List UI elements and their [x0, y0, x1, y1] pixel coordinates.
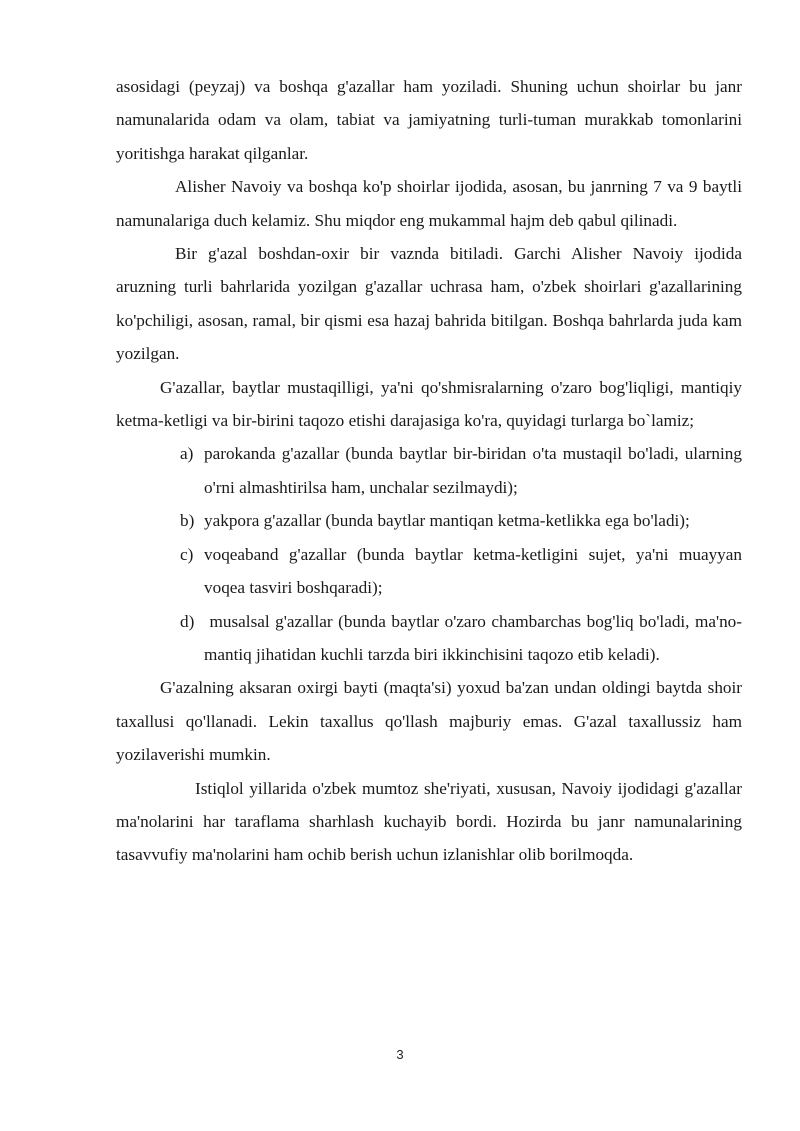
list-item-text: yakpora g'azallar (bunda baytlar mantiqan ketma-ketlikka ega bo'ladi); — [204, 511, 690, 531]
list-marker: a) — [180, 444, 194, 464]
paragraph-meter: Bir g'azal boshdan-oxir bir vaznda bitiladi. Garchi Alisher Navoiy ijodida aruzning turli bahrlarida yozilgan g'azallar uchrasa ham, o'zbek shoirlari g'azallarining ko'pchiligi, asosan, ramal, bir qismi esa hazaj bahrida bitilgan. Boshqa bahrlarda juda kam yozilgan. — [116, 244, 742, 364]
document-page — [116, 70, 742, 872]
paragraph-taxallus: G'azalning aksaran oxirgi bayti (maqta'si) yoxud ba'zan undan oldingi baytda shoir taxallusi qo'llanadi. Lekin taxallus qo'llash majburiy emas. G'azal taxallussiz ham yozilaverishi mumkin. — [116, 678, 742, 765]
list-item — [180, 504, 742, 537]
ghazal-types-list — [116, 437, 742, 671]
page-number: 3 — [396, 1047, 404, 1062]
list-marker: c) — [180, 544, 194, 564]
list-item-text: voqeaband g'azallar (bunda baytlar ketma-ketligini sujet, ya'ni muayyan voqea tasviri boshqaradi); — [204, 544, 742, 598]
list-marker: d) — [180, 611, 195, 631]
paragraph-istiqlol: Istiqlol yillarida o'zbek mumtoz she'riyati, xususan, Navoiy ijodidagi g'azallar ma'nolarini har taraflama sharhlash kuchayib bordi. Hozirda bu janr namunalarining tasavvufiy ma'nolarini ham ochib berish uchun izlanishlar olib borilmoqda. — [116, 778, 742, 865]
list-item — [180, 605, 742, 672]
list-item — [180, 437, 742, 504]
list-item — [180, 538, 742, 605]
list-item-text: parokanda g'azallar (bunda baytlar bir-biridan o'ta mustaqil bo'ladi, ularning o'rni almashtirilsa ham, unchalar sezilmaydi); — [204, 444, 742, 497]
paragraph-continuation: asosidagi (peyzaj) va boshqa g'azallar ham yoziladi. Shuning uchun shoirlar bu janr namunalarida odam va olam, tabiat va jamiyatning turli-tuman murakkab tomonlarini yoritishga harakat qilganlar. — [116, 77, 742, 163]
list-marker: b) — [180, 511, 195, 531]
list-item-text: musalsal g'azallar (bunda baytlar o'zaro chambarchas bog'liq bo'ladi, ma'no-mantiq jihatidan kuchli tarzda biri ikkinchisini taqozo etib keladi). — [204, 611, 742, 664]
paragraph-bayt-count: Alisher Navoiy va boshqa ko'p shoirlar ijodida, asosan, bu janrning 7 va 9 baytli namunalariga duch kelamiz. Shu miqdor eng mukammal hajm deb qabul qilinadi. — [116, 177, 742, 230]
paragraph-types-intro: G'azallar, baytlar mustaqilligi, ya'ni qo'shmisralarning o'zaro bog'liqligi, mantiqiy ketma-ketligi va bir-birini taqozo etishi darajasiga ko'ra, quyidagi turlarga bo`lamiz; — [116, 377, 742, 431]
